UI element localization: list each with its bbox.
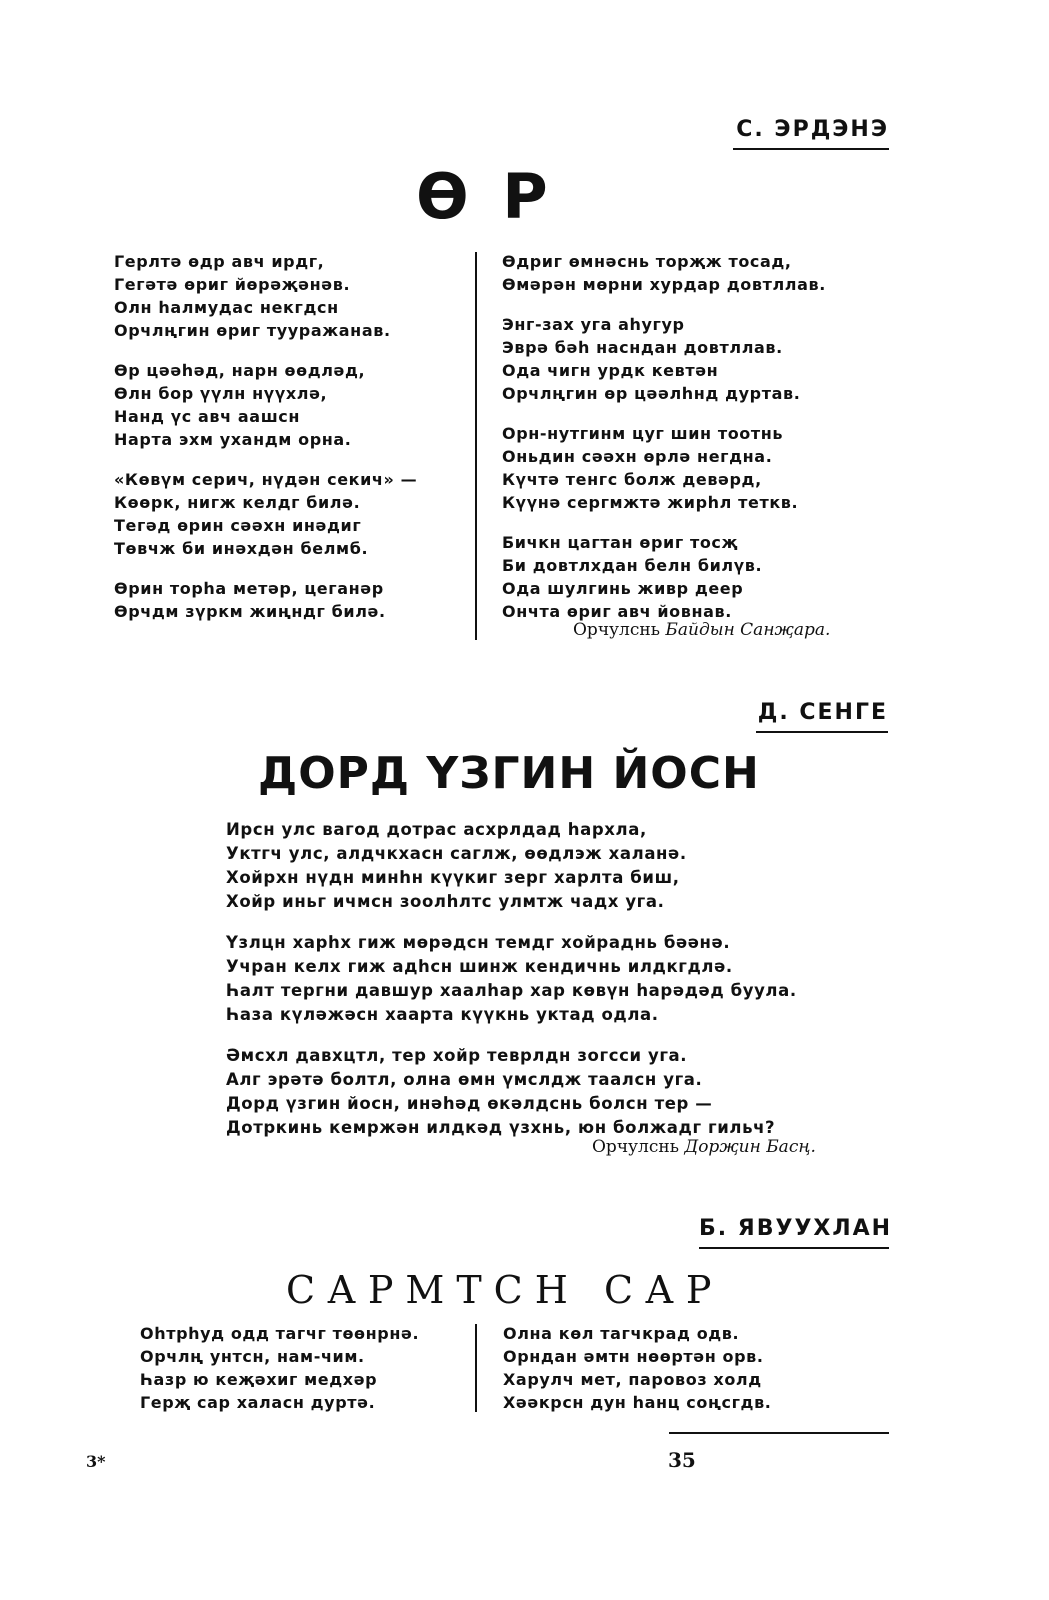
poem2-stanza (226, 818, 866, 914)
verse-line: Хәәкрсн дун һанц соңсгдв. (503, 1393, 772, 1412)
poem2-credit-prefix: Орчулснь (592, 1137, 679, 1157)
verse-line: Орндан әмтн нөөртән орв. (503, 1347, 764, 1366)
verse-line: Нанд үс авч аашсн (114, 407, 301, 426)
verse-line: Орчлңгин өриг тууражанав. (114, 321, 391, 340)
poem3-column-divider (475, 1324, 477, 1412)
poem2-author: Д. СЕНГЕ (756, 700, 888, 733)
poem3-author: Б. ЯВУУХЛАН (699, 1216, 889, 1249)
footer-rule (669, 1432, 889, 1434)
verse-line: Учран келх гиж адһсн шинж кендичнь илдкгдлә. (226, 957, 733, 976)
signature-mark: 3* (86, 1452, 106, 1471)
poem1-author: С. ЭРДЭНЭ (733, 117, 889, 150)
page-number: 35 (668, 1448, 696, 1472)
verse-line: Өдриг өмнәснь торҗж тосад, (502, 252, 792, 271)
poem1-right-stanza (502, 531, 882, 623)
verse-line: Әмсхл давхцтл, тер хойр теврлдн зогсси уга. (226, 1046, 688, 1065)
verse-line: Ончта өриг авч йовнав. (502, 602, 732, 621)
poem3-left-column (140, 1322, 470, 1414)
verse-line: Һазр ю кеҗәхиг медхәр (140, 1370, 378, 1389)
poem2-title: ДОРД ҮЗГИН ЙОСН (258, 748, 760, 799)
poem1-right-column (502, 250, 882, 640)
verse-line: Көөрк, нигж келдг билә. (114, 493, 361, 512)
poem1-left-column (114, 250, 469, 640)
verse-line: Уктгч улс, алдчкхасн саглж, өөдлэж халанә. (226, 844, 687, 863)
poem1-right-stanza (502, 250, 882, 296)
verse-line: Энг-зах уга аһугур (502, 315, 685, 334)
verse-line: Оньдин сәәхн өрлә негдна. (502, 447, 773, 466)
verse-line: «Көвүм серич, нүдән секич» — (114, 470, 418, 489)
verse-line: Үзлцн харһх гиж мөрәдсн темдг хойраднь бәәнә. (226, 933, 731, 952)
verse-line: Өр цәәһәд, нарн өөдләд, (114, 361, 366, 380)
verse-line: Дотркинь кемржән илдкәд үзхнь, юн болжадг гильч? (226, 1118, 776, 1137)
verse-line: Хойр иньг ичмсн зоолһлтс улмтж чадх уга. (226, 892, 665, 911)
verse-line: Эврә бәһ насндан довтллав. (502, 338, 783, 357)
verse-line: Олна көл тагчкрад одв. (503, 1324, 740, 1343)
poem2-body (226, 818, 866, 1157)
verse-line: Өмәрән мөрни хурдар довтллав. (502, 275, 826, 294)
verse-line: Харулч мет, паровоз холд (503, 1370, 762, 1389)
verse-line: Олн һалмудас некгдсн (114, 298, 339, 317)
poem1-translator-credit (573, 620, 830, 640)
verse-line: Дорд үзгин йосн, инәһәд өкәлдснь болсн тер — (226, 1094, 713, 1113)
poem1-left-stanza (114, 250, 469, 342)
verse-line: Тегәд өрин сәәхн инәдиг (114, 516, 362, 535)
poem1-column-divider (475, 252, 477, 640)
poem1-right-stanza (502, 422, 882, 514)
verse-line: Орчлңгин өр цәәлһнд дуртав. (502, 384, 801, 403)
verse-line: Күүнә сергмжтә жирһл теткв. (502, 493, 799, 512)
verse-line: Ирсн улс вагод дотрас асхрлдад һархла, (226, 820, 647, 839)
verse-line: Гегәтә өриг йөрәҗәнәв. (114, 275, 351, 294)
poem1-left-stanza (114, 359, 469, 451)
verse-line: Нарта эхм ухандм орна. (114, 430, 352, 449)
verse-line: Оһтрһуд одд тагчг төөнрнә. (140, 1324, 420, 1343)
poem1-credit-name: Байдын Санҗара. (665, 620, 831, 640)
verse-line: Һалт тергни давшур хаалһар хар көвүн һарәдәд буула. (226, 981, 797, 1000)
verse-line: Герлтә өдр авч ирдг, (114, 252, 325, 271)
verse-line: Орчлң унтсн, нам-чим. (140, 1347, 365, 1366)
verse-line: Бичкн цагтан өриг тосҗ (502, 533, 739, 552)
poem1-right-stanza (502, 313, 882, 405)
poem2-stanza (226, 931, 866, 1027)
poem2-translator-credit (592, 1137, 816, 1157)
verse-line: Ода чигн урдк кевтән (502, 361, 719, 380)
verse-line: Алг эрәтә болтл, олна өмн үмслдж таалсн уга. (226, 1070, 703, 1089)
verse-line: Ода шулгинь живр деер (502, 579, 744, 598)
verse-line: Хойрхн нүдн минһн күүкиг зерг харлта биш, (226, 868, 680, 887)
poem1-left-stanza (114, 468, 469, 560)
verse-line: Герҗ сар халасн дуртә. (140, 1393, 376, 1412)
verse-line: Төвчж би инәхдән белмб. (114, 539, 369, 558)
poem1-credit-prefix: Орчулснь (573, 620, 660, 640)
poem2-credit-name: Дорҗин Басң. (684, 1137, 816, 1157)
poem1-title: Ө Р (416, 160, 554, 233)
poem2-stanza (226, 1044, 866, 1140)
verse-line: Өрчдм зүркм жиңндг билә. (114, 602, 386, 621)
poem1-left-stanza (114, 577, 469, 623)
verse-line: Би довтлхдан белн билүв. (502, 556, 763, 575)
verse-line: Һаза күләжәсн хаарта күүкнь уктад одла. (226, 1005, 659, 1024)
verse-line: Орн-нутгинм цуг шин тоотнь (502, 424, 784, 443)
poem3-right-column (503, 1322, 883, 1414)
poem3-title: САРМТСН САР (286, 1268, 724, 1312)
verse-line: Өрин торһа метәр, цеганәр (114, 579, 384, 598)
verse-line: Күчтә тенгс болж девәрд, (502, 470, 762, 489)
verse-line: Өлн бор үүлн нүүхлә, (114, 384, 328, 403)
